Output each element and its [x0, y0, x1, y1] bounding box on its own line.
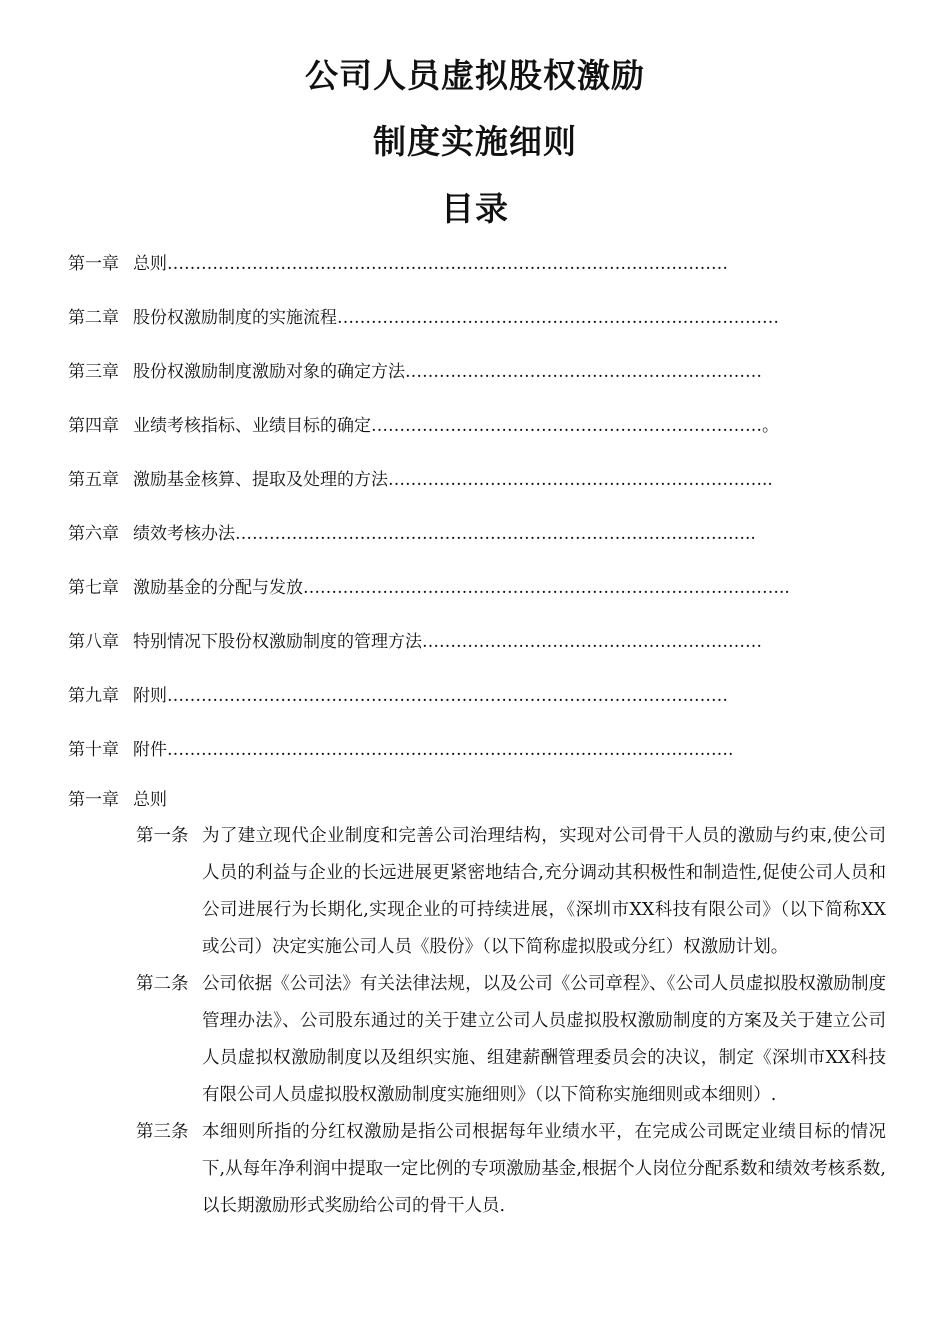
toc-entry-6[interactable] — [68, 520, 808, 574]
chapter-heading — [68, 786, 167, 814]
article-text: 公司依据《公司法》有关法律法规，以及公司《公司章程》、《公司人员虚拟股权激励制度管理办法》、公司股东通过的关于建立公司人员虚拟股权激励制度的方案及关于建立公司人员虚拟权激励制度以及组织实施、组建薪酬管理委员会的决议，制定《深圳市XX科技有限公司人员虚拟股权激励制度实施细则》（以下简称实施细则或本细则）. — [202, 974, 886, 1105]
toc-entry-1[interactable] — [68, 250, 808, 304]
toc-entry-3[interactable] — [68, 358, 808, 412]
article-number: 第二条 — [136, 974, 189, 994]
toc-chapter-title: 股份权激励制度的实施流程 — [133, 308, 337, 328]
toc-chapter-title: 股份权激励制度激励对象的确定方法 — [133, 362, 405, 382]
article-text: 为了建立现代企业制度和完善公司治理结构，实现对公司骨干人员的激励与约束,使公司人员的利益与企业的长远进展更紧密地结合,充分调动其积极性和制造性,促使公司人员和公司进展行为长期化,实现企业的可持续进展，《深圳市XX科技有限公司》（以下简称XX或公司）决定实施公司人员《股份》（以下简称虚拟股或分红）权激励计划。 — [202, 826, 886, 957]
toc-chapter-number: 第八章 — [68, 632, 119, 652]
toc-leader-dots: ……………………………………………………………………………………… — [167, 254, 728, 274]
toc-leader-dots: …………………………………………………… — [422, 632, 762, 652]
toc-entry-2[interactable] — [68, 304, 808, 358]
toc-chapter-title: 激励基金核算、提取及处理的方法 — [133, 470, 388, 490]
toc-leader-dots: ……………………………………………………………………………….. — [235, 524, 756, 544]
article-number: 第三条 — [136, 1122, 189, 1142]
document-title-line-2: 制度实施细则 — [373, 122, 577, 161]
toc-chapter-number: 第一章 — [68, 254, 119, 274]
article-number: 第一条 — [136, 826, 189, 846]
toc-chapter-number: 第七章 — [68, 578, 119, 598]
toc-chapter-number: 第六章 — [68, 524, 119, 544]
toc-chapter-title: 特别情况下股份权激励制度的管理方法 — [133, 632, 422, 652]
table-of-contents — [68, 250, 808, 790]
chapter-number: 第一章 — [68, 790, 119, 810]
toc-chapter-number: 第五章 — [68, 470, 119, 490]
article-item — [136, 818, 886, 966]
toc-chapter-number: 第十章 — [68, 740, 119, 760]
article-item — [136, 966, 886, 1114]
article-item — [136, 1114, 886, 1225]
toc-entry-10[interactable] — [68, 736, 808, 790]
toc-entry-4[interactable] — [68, 412, 808, 466]
toc-leader-dots: ……………………………………………………………。 — [371, 416, 779, 436]
toc-chapter-title: 总则 — [133, 254, 167, 274]
toc-chapter-title: 附则 — [133, 686, 167, 706]
toc-leader-dots: ……………………………………………………………………………………… — [167, 686, 728, 706]
toc-leader-dots: ………………………………………………………………………………………. — [167, 740, 734, 760]
toc-chapter-title: 激励基金的分配与发放 — [133, 578, 303, 598]
toc-entry-5[interactable] — [68, 466, 808, 520]
chapter-title: 总则 — [133, 790, 167, 810]
toc-chapter-number: 第九章 — [68, 686, 119, 706]
toc-leader-dots: …………………………………………………………………… — [337, 308, 779, 328]
toc-chapter-title: 附件 — [133, 740, 167, 760]
toc-chapter-number: 第二章 — [68, 308, 119, 328]
toc-chapter-number: 第三章 — [68, 362, 119, 382]
toc-entry-9[interactable] — [68, 682, 808, 736]
toc-chapter-title: 业绩考核指标、业绩目标的确定 — [133, 416, 371, 436]
toc-leader-dots: ……………………………………………………… — [405, 362, 762, 382]
toc-leader-dots: ………………………………………………………………………….. — [303, 578, 790, 598]
article-list — [136, 818, 886, 1225]
toc-chapter-title: 绩效考核办法 — [133, 524, 235, 544]
toc-leader-dots: ………………………………………………………….. — [388, 470, 773, 490]
toc-entry-8[interactable] — [68, 628, 808, 682]
toc-chapter-number: 第四章 — [68, 416, 119, 436]
toc-entry-7[interactable] — [68, 574, 808, 628]
document-title-line-1: 公司人员虚拟股权激励 — [305, 56, 645, 95]
article-text: 本细则所指的分红权激励是指公司根据每年业绩水平，在完成公司既定业绩目标的情况下,从每年净利润中提取一定比例的专项激励基金,根据个人岗位分配系数和绩效考核系数,以长期激励形式奖励给公司的骨干人员. — [202, 1122, 886, 1216]
toc-heading: 目录 — [441, 189, 509, 228]
